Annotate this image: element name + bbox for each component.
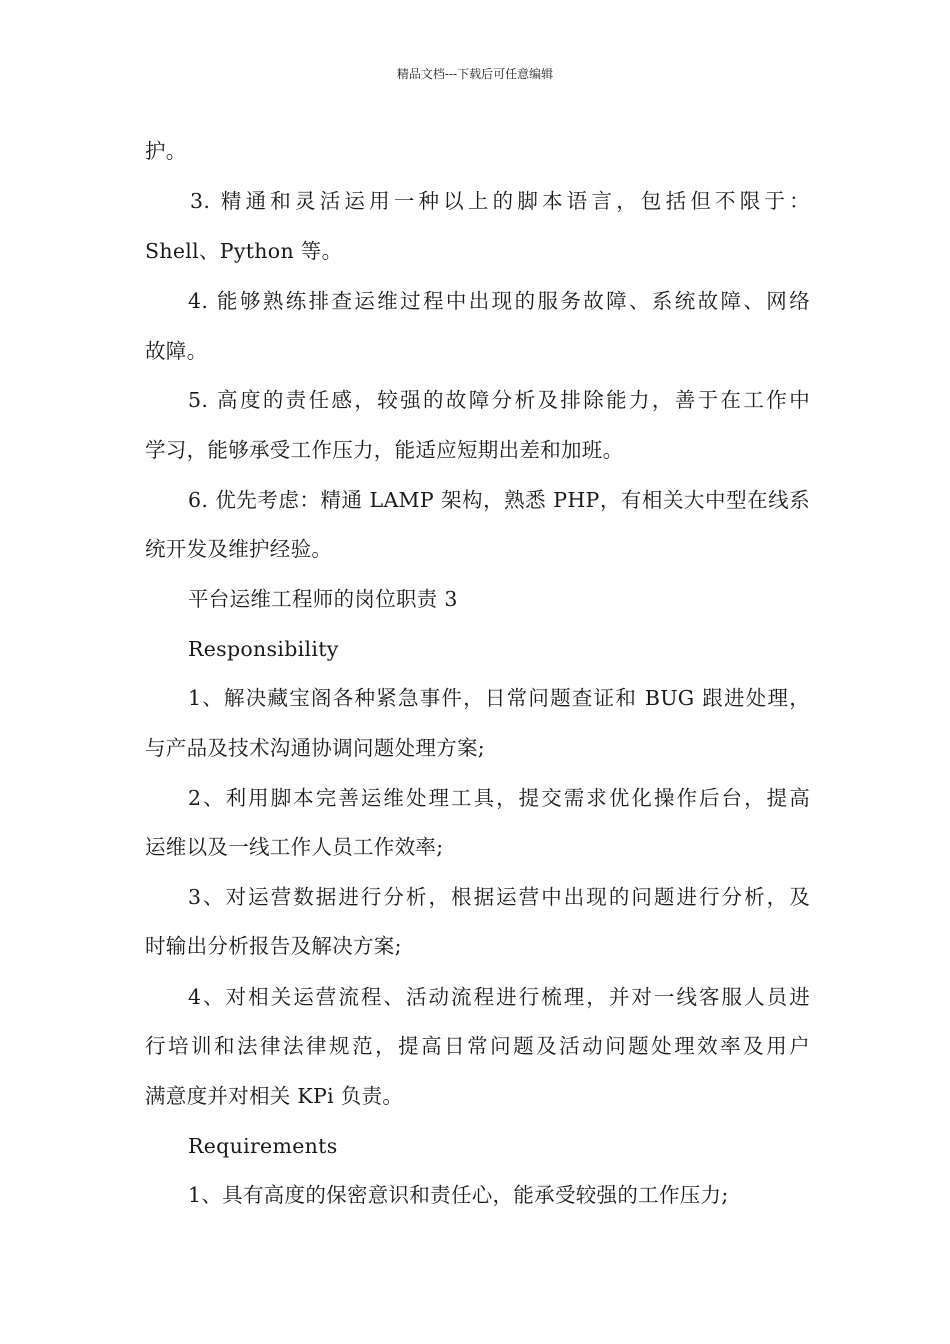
text-line: 运维以及一线工作人员工作效率; [145, 835, 444, 859]
responsibility-item-2: 2、利用脚本完善运维处理工具，提交需求优化操作后台，提高 [188, 786, 810, 810]
text-line: 行培训和法律法律规范，提高日常问题及活动问题处理效率及用户 [145, 1034, 810, 1058]
page-header: 精品文档---下载后可任意编辑 [396, 67, 554, 81]
responsibility-item-1: 1、解决藏宝阁各种紧急事件，日常问题查证和 BUG 跟进处理， [188, 686, 810, 710]
responsibility-item-3: 3、对运营数据进行分析，根据运营中出现的问题进行分析，及 [188, 885, 810, 909]
text-line: 满意度并对相关 KPi 负责。 [145, 1084, 404, 1108]
text-line: Shell、Python 等。 [145, 239, 343, 263]
responsibility-item-4: 4、对相关运营流程、活动流程进行梳理，并对一线客服人员进 [188, 985, 810, 1009]
text-line: 时输出分析报告及解决方案; [145, 934, 402, 958]
list-item-6: 6. 优先考虑：精通 LAMP 架构，熟悉 PHP，有相关大中型在线系 [188, 488, 810, 512]
requirement-item-1: 1、具有高度的保密意识和责任心，能承受较强的工作压力; [188, 1183, 729, 1207]
text-line: 护。 [145, 139, 187, 163]
section-title: 平台运维工程师的岗位职责 3 [188, 587, 458, 611]
text-line: 与产品及技术沟通协调问题处理方案; [145, 736, 486, 760]
text-line: 统开发及维护经验。 [145, 537, 333, 561]
list-item-5: 5. 高度的责任感，较强的故障分析及排除能力，善于在工作中 [188, 388, 810, 412]
subheading-responsibility: Responsibility [188, 637, 339, 661]
list-item-4: 4. 能够熟练排查运维过程中出现的服务故障、系统故障、网络 [188, 289, 810, 313]
list-item-3: 3. 精通和灵活运用一种以上的脚本语言，包括但不限于： [190, 189, 810, 213]
subheading-requirements: Requirements [188, 1134, 338, 1158]
text-line: 学习，能够承受工作压力，能适应短期出差和加班。 [145, 438, 624, 462]
text-line: 故障。 [145, 339, 208, 363]
